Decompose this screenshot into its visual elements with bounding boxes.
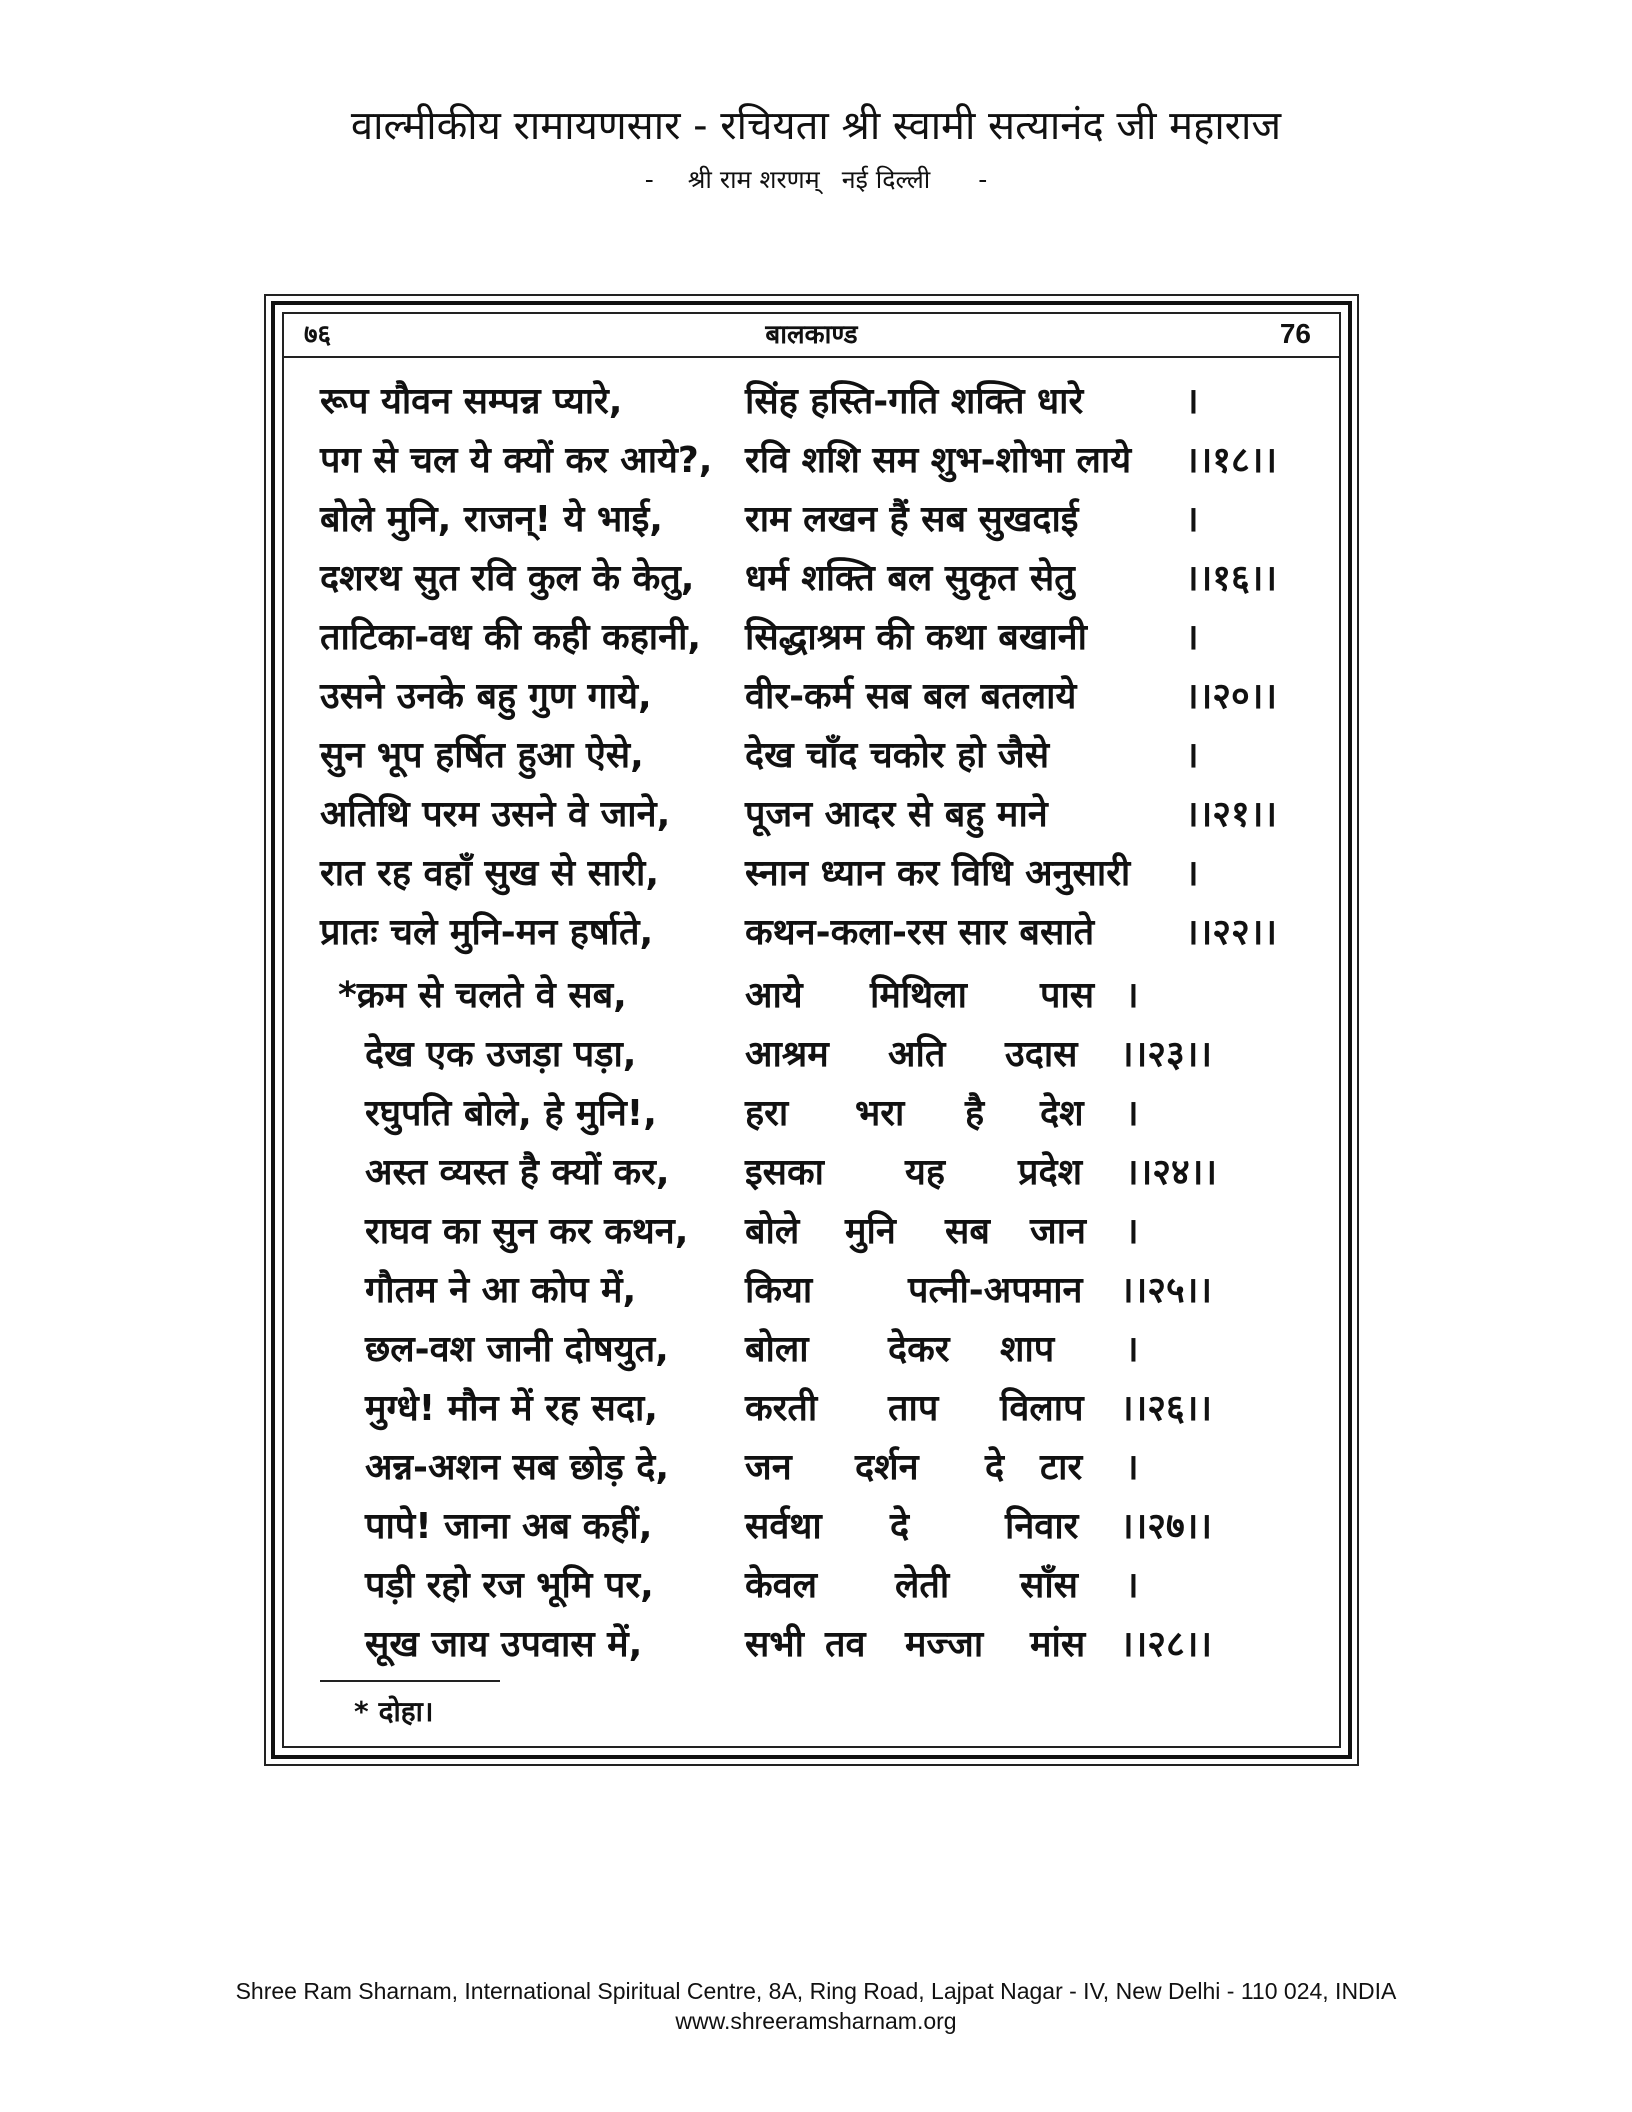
subtitle-org: श्री राम शरणम् <box>687 165 820 194</box>
doha-first-half: पड़ी रहो रज भूमि पर, <box>365 1565 654 1606</box>
doha-word-2: ताप <box>888 1388 939 1429</box>
doha-end-mark: ।।२६।। <box>1120 1388 1213 1429</box>
doha-word-1: करती <box>745 1388 818 1429</box>
doha-first-half: छल-वश जानी दोषयुत, <box>365 1329 669 1370</box>
doha-first-half: गौतम ने आ कोप में, <box>365 1270 637 1311</box>
doha-word-2: भरा <box>855 1093 905 1134</box>
doha-word-3: प्रदेश <box>1018 1152 1083 1193</box>
doha-word-3: देश <box>1040 1093 1084 1134</box>
verse-end-mark: । <box>1185 735 1199 776</box>
verse-first-half: उसने उनके बहु गुण गाये, <box>320 676 652 717</box>
doha-end-mark: ।।२५।। <box>1120 1270 1213 1311</box>
verse-end-mark: ।।२०।। <box>1185 676 1278 717</box>
doha-word-1: बोले <box>745 1211 800 1252</box>
footnote-rule <box>320 1680 500 1682</box>
doha-first-half: अस्त व्यस्त है क्यों कर, <box>365 1152 670 1193</box>
page-number-devanagari: ७६ <box>304 320 332 350</box>
page-number: 76 <box>1279 318 1311 349</box>
doha-end-mark: । <box>1125 1093 1139 1134</box>
asterisk-icon: * <box>354 1695 369 1728</box>
doha-word-3: विलाप <box>1000 1388 1084 1429</box>
doha-first-half: अन्न-अशन सब छोड़ दे, <box>365 1447 670 1488</box>
verse-end-mark: । <box>1185 617 1199 658</box>
footnote-text: दोहा। <box>378 1695 434 1728</box>
subtitle-dash-left: - <box>644 165 654 194</box>
verse-second-half: रवि शशि सम शुभ-शोभा लाये <box>745 440 1132 481</box>
doha-word-3: मांस <box>1030 1624 1086 1665</box>
verse-end-mark: ।।१६।। <box>1185 558 1278 599</box>
doha-word-3: निवार <box>1005 1506 1079 1547</box>
doha-word-3: जान <box>1030 1211 1087 1252</box>
doha-word-2: दर्शन <box>855 1447 919 1488</box>
doha-word-1: इसका <box>745 1152 824 1193</box>
doha-word-2b: है <box>965 1093 985 1134</box>
verse-end-mark: ।।२२।। <box>1185 912 1278 953</box>
doha-end-mark: ।।२४।। <box>1125 1152 1218 1193</box>
verse-end-mark: ।।२१।। <box>1185 794 1278 835</box>
verse-second-half: पूजन आदर से बहु माने <box>745 794 1048 835</box>
doha-first-half: सूख जाय उपवास में, <box>365 1624 643 1665</box>
doha-word-2: मुनि <box>845 1211 896 1252</box>
doha-word-3: शाप <box>1000 1329 1055 1370</box>
footer-address: Shree Ram Sharnam, International Spiritual Centre, 8A, Ring Road, Lajpat Nagar - IV, New Delhi - 110 024, INDIA <box>235 1978 1397 2004</box>
doha-word-3: साँस <box>1020 1565 1078 1606</box>
doha-word-2: तव <box>825 1624 866 1665</box>
doha-first-half: *क्रम से चलते वे सब, <box>338 975 627 1016</box>
footer-website[interactable]: www.shreeramsharnam.org <box>675 2008 957 2034</box>
verse-first-half: सुन भूप हर्षित हुआ ऐसे, <box>320 735 644 776</box>
doha-word-2b: सब <box>945 1211 990 1252</box>
doha-word-1: आये <box>745 975 803 1016</box>
doha-word-2: लेती <box>895 1565 950 1606</box>
doha-word-1: केवल <box>745 1565 818 1606</box>
doha-end-mark: । <box>1125 1447 1139 1488</box>
verse-end-mark: ।।१८।। <box>1185 440 1278 481</box>
verse-first-half: ताटिका-वध की कही कहानी, <box>320 617 702 658</box>
verse-second-half: देख चाँद चकोर हो जैसे <box>745 735 1050 776</box>
verse-second-half: कथन-कला-रस सार बसाते <box>745 912 1095 953</box>
verse-end-mark: । <box>1185 853 1199 894</box>
doha-first-half: देख एक उजड़ा पड़ा, <box>365 1034 637 1075</box>
subtitle-place: नई दिल्ली <box>841 165 931 194</box>
verse-first-half: बोले मुनि, राजन्! ये भाई, <box>320 499 663 540</box>
doha-word-2b: मज्जा <box>905 1624 984 1665</box>
verse-first-half: अतिथि परम उसने वे जाने, <box>320 794 671 835</box>
doha-first-half: रघुपति बोले, हे मुनि!, <box>365 1093 657 1134</box>
doha-word-1: किया <box>745 1270 813 1311</box>
doha-word-1: सभी <box>745 1624 804 1665</box>
doha-first-half: पापे! जाना अब कहीं, <box>365 1506 653 1547</box>
doha-word-3: पत्नी-अपमान <box>908 1270 1083 1311</box>
doha-word-2: दे <box>890 1506 910 1547</box>
doha-word-2b: दे <box>985 1447 1005 1488</box>
doha-word-3: उदास <box>1005 1034 1078 1075</box>
page-subtitle <box>0 164 1632 196</box>
verse-end-mark: । <box>1185 381 1199 422</box>
verse-first-half: रूप यौवन सम्पन्न प्यारे, <box>320 381 623 422</box>
doha-word-2: अति <box>888 1034 946 1075</box>
verse-first-half: रात रह वहाँ सुख से सारी, <box>320 853 660 894</box>
doha-word-1: हरा <box>745 1093 789 1134</box>
doha-word-2: देकर <box>888 1329 950 1370</box>
verse-end-mark: । <box>1185 499 1199 540</box>
doha-end-mark: । <box>1125 975 1139 1016</box>
verse-second-half: धर्म शक्ति बल सुकृत सेतु <box>745 558 1075 599</box>
verse-first-half: दशरथ सुत रवि कुल के केतु, <box>320 558 695 599</box>
doha-word-1: बोला <box>745 1329 809 1370</box>
doha-end-mark: । <box>1125 1329 1139 1370</box>
doha-end-mark: । <box>1125 1211 1139 1252</box>
section-title: बालकाण्ड <box>765 320 858 350</box>
page-header-row <box>282 312 1341 358</box>
doha-first-half: राघव का सुन कर कथन, <box>365 1211 689 1252</box>
verse-first-half: प्रातः चले मुनि-मन हर्षाते, <box>320 912 654 953</box>
doha-word-1: सर्वथा <box>745 1506 822 1547</box>
doha-first-half: मुग्धे! मौन में रह सदा, <box>365 1388 658 1429</box>
doha-word-3: टार <box>1040 1447 1083 1488</box>
footnote <box>354 1694 434 1730</box>
doha-word-1: आश्रम <box>745 1034 829 1075</box>
doha-word-3: पास <box>1040 975 1095 1016</box>
subtitle-dash-right: - <box>978 165 988 194</box>
page-title: वाल्मीकीय रामायणसार - रचियता श्री स्वामी सत्यानंद जी महाराज <box>350 103 1282 149</box>
doha-word-2: मिथिला <box>870 975 967 1016</box>
doha-word-1: जन <box>745 1447 792 1488</box>
doha-end-mark: ।।२७।। <box>1120 1506 1213 1547</box>
verse-first-half: पग से चल ये क्यों कर आये?, <box>320 440 713 481</box>
verse-second-half: राम लखन हैं सब सुखदाई <box>745 499 1079 540</box>
verse-second-half: सिंह हस्ति-गति शक्ति धारे <box>745 381 1084 422</box>
verse-second-half: सिद्धाश्रम की कथा बखानी <box>745 617 1087 658</box>
doha-end-mark: ।।२८।। <box>1120 1624 1213 1665</box>
doha-end-mark: ।।२३।। <box>1120 1034 1213 1075</box>
verse-second-half: स्नान ध्यान कर विधि अनुसारी <box>745 853 1131 894</box>
verse-second-half: वीर-कर्म सब बल बतलाये <box>745 676 1077 717</box>
doha-word-2: यह <box>905 1152 945 1193</box>
doha-end-mark: । <box>1125 1565 1139 1606</box>
